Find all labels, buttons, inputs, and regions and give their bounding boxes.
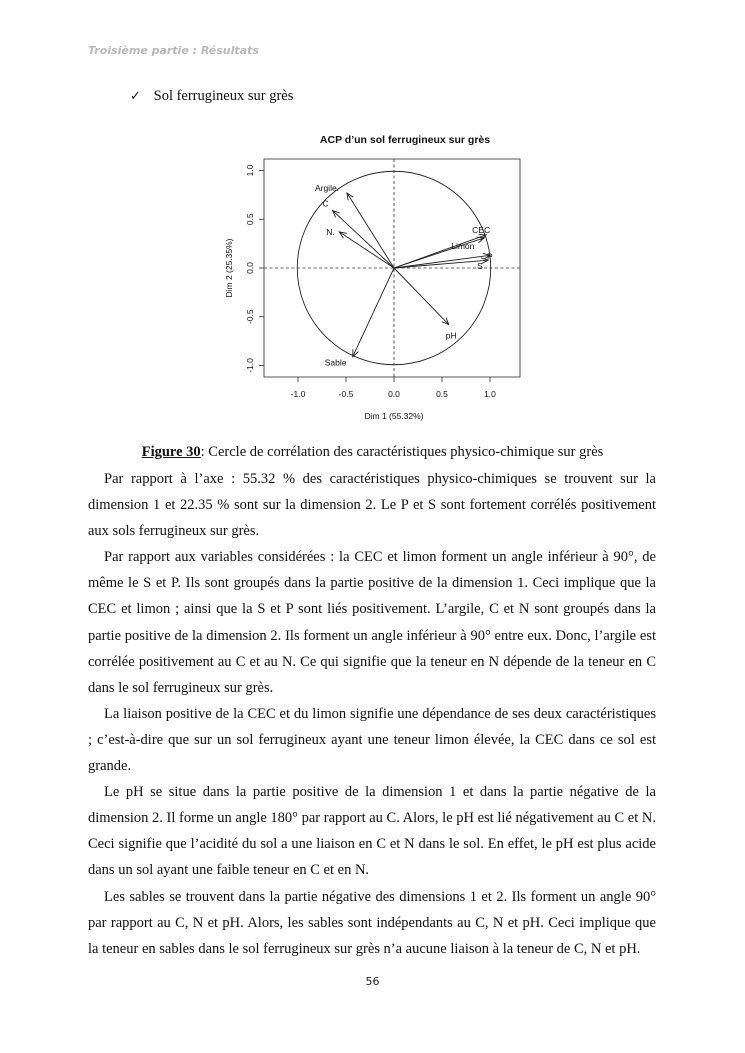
figure-caption-text: : Cercle de corrélation des caractéristiques physico-chimique sur grès bbox=[200, 444, 604, 460]
variable-label-c: C bbox=[322, 198, 329, 209]
paragraph: Les sables se trouvent dans la partie négative des dimensions 1 et 2. Ils forment un angle 90° par rapport au C, N et pH. Alors, les sables sont indépendants au C, N et pH. Ceci implique que la teneur en sables dans le sol ferrugineux sur grès n’a aucune liaison à la teneur de C, N et pH. bbox=[88, 888, 656, 957]
x-tick-label: 1.0 bbox=[484, 389, 496, 399]
x-tick-label: 0.0 bbox=[388, 389, 400, 399]
checkmark-icon: ✓ bbox=[130, 89, 141, 104]
y-axis-label: Dim 2 (25.35%) bbox=[224, 238, 234, 298]
variable-label-argile: Argile. bbox=[314, 182, 340, 193]
variable-label-s: S bbox=[477, 261, 483, 272]
variable-label-p: P bbox=[487, 251, 493, 262]
paragraph: Par rapport à l’axe : 55.32 % des caractéristiques physico-chimiques se trouvent sur la dimension 1 et 22.35 % sont sur la dimension 2. Le P et S sont fortement corrélés positivement aux sols ferrugineux sur grès. bbox=[88, 471, 656, 540]
y-tick-label: 0.0 bbox=[245, 262, 255, 274]
variable-arrow-sable bbox=[353, 268, 394, 357]
variable-arrow-ph bbox=[394, 268, 449, 325]
x-tick-label: 0.5 bbox=[436, 389, 448, 399]
paragraph: Le pH se situe dans la partie positive de la dimension 1 et dans la partie négative de la dimension 2. Il forme un angle 180° par rapport au C. Alors, le pH est lié négativement au C et N. Ceci signifie que l’acidité du sol a une liaison en C et N dans le sol. En effet, le pH est plus acide dans un sol ayant une faible teneur en C et en N. bbox=[88, 784, 656, 879]
variable-label-cec: CEC bbox=[472, 224, 491, 235]
variable-arrow-n bbox=[339, 232, 394, 268]
variable-label-n: N. bbox=[326, 226, 335, 237]
x-tick-label: -0.5 bbox=[338, 389, 354, 399]
section-title: Sol ferrugineux sur grès bbox=[153, 88, 294, 104]
x-axis-label: Dim 1 (55.32%) bbox=[364, 411, 424, 421]
figure-label: Figure 30 bbox=[141, 444, 201, 460]
variable-label-limon: Limon bbox=[451, 240, 475, 251]
paragraph: Par rapport aux variables considérées : la CEC et limon forment un angle inférieur à 90°, de même le S et P. Ils sont groupés dans la partie positive de la dimension 1. Ceci implique que la CEC et limon ; ainsi que la S et P sont liés positivement. L’argile, C et N sont groupés dans la partie positive de la dimension 2. Ils forment un angle inférieur à 90° entre eux. Donc, l’argile est corrélée positivement au C et au N. Ce qui signifie que la teneur en N dépende de la teneur en C dans le sol ferrugineux sur grès. bbox=[88, 549, 656, 696]
running-header: Troisième partie : Résultats bbox=[88, 44, 259, 57]
y-tick-label: 0.5 bbox=[245, 213, 255, 226]
y-tick-label: -1.0 bbox=[245, 358, 255, 373]
page-number: 56 bbox=[365, 975, 380, 988]
figure-caption bbox=[0, 444, 745, 461]
section-heading bbox=[130, 88, 293, 105]
y-tick-label: -0.5 bbox=[245, 309, 255, 325]
pca-correlation-circle-chart bbox=[215, 122, 525, 432]
chart-title: ACP d’un sol ferrugineux sur grès bbox=[319, 134, 491, 146]
body-text bbox=[88, 466, 656, 962]
x-tick-label: -1.0 bbox=[290, 389, 306, 399]
y-tick-label: 1.0 bbox=[245, 164, 255, 177]
variable-label-sable: Sable bbox=[324, 357, 347, 368]
variable-label-ph: pH bbox=[445, 330, 457, 341]
paragraph: La liaison positive de la CEC et du limon signifie une dépendance de ses deux caractéristiques ; c’est-à-dire que sur un sol ferrugineux ayant une teneur limon élevée, la CEC dans ce sol est grande. bbox=[88, 705, 656, 775]
